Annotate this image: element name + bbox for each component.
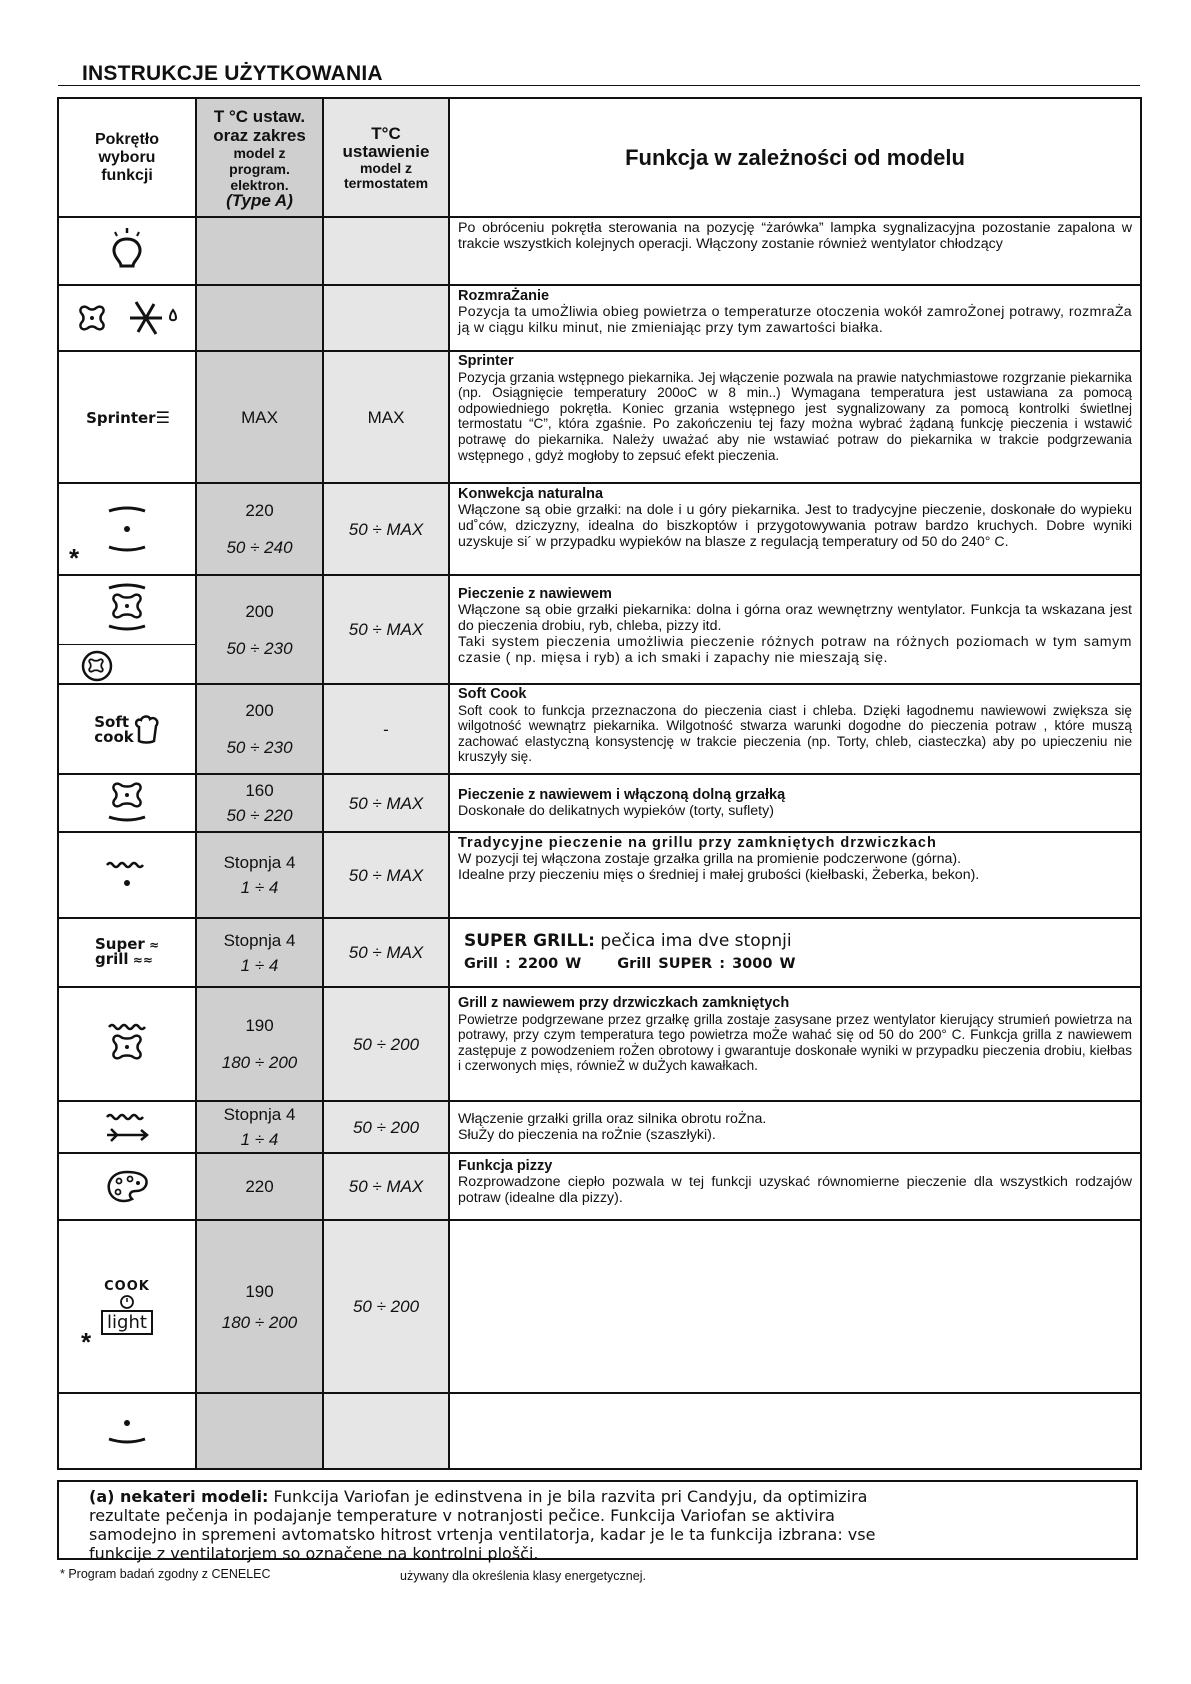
description-cell: Grill z nawiewem przy drzwiczkach zamkniętych Powietrze podgrzewane przez grzałkę grilla zostaje zasysane przez wentylator kierujący strumień powietrza na potrawy, przy czym temperatura tego powietrza moŻe wahać się od 50 do 200° C. Funkcja grilla z nawiewem zastępuje z powodzeniem roŻen obrotowy i gwarantuje doskonałe wyniki w przypadku pieczenia drobiu, kiełbas i czerwonych mięs, równieŻ w duŻych kawałkach. <box>449 987 1141 1101</box>
variofan-note: (a) nekateri modeli: Funkcija Variofan je edinstvena in je bila razvita pri Candyju, da optimizira rezultate pečenja in podajanje temperature v notranjosti pečice. Funkcija Variofan se aktivira samodejno in spremeni avtomatsko hitrost vrtenja ventilatorja, kadar je le ta funkcija izbrana: vse funkcije z ventilatorjem so označene na kontrolni plošči. <box>57 1480 1138 1560</box>
thermo-value: - <box>323 684 449 774</box>
variofan-icon <box>79 649 119 683</box>
table-row <box>58 774 1141 832</box>
fan-grill-icon <box>97 1019 157 1069</box>
icon-cell <box>58 285 196 351</box>
thermo-value: 50 ÷ MAX <box>323 575 449 684</box>
icon-cell <box>58 1153 196 1220</box>
prog-value: Stopnja 4 1 ÷ 4 <box>196 918 323 987</box>
description-cell: RozmraŻanie Pozycja ta umoŻliwia obieg powietrza o temperaturze otoczenia wokół zamroŻonej potrawy, rozmraŻa ją w ciągu kilku minut, nie zmieniając przy tym zawartości białka. <box>449 285 1141 351</box>
rotisserie-icon <box>97 1107 157 1147</box>
footer-cenelec: * Program badań zgodny z CENELEC <box>60 1567 271 1581</box>
description-cell: Pieczenie z nawiewem i włączoną dolną grzałką Doskonałe do delikatnych wypieków (torty, suflety) <box>449 774 1141 832</box>
table-row <box>58 217 1141 285</box>
header-thermostat: T°C ustawienie model z termostatem <box>323 98 449 217</box>
prog-value: 200 50 ÷ 230 <box>196 575 323 684</box>
sprinter-icon: Sprinter☰ <box>86 407 168 427</box>
description-cell <box>449 1220 1141 1393</box>
grill-icon <box>97 855 157 895</box>
icon-divider <box>59 644 195 645</box>
icon-cell <box>58 351 196 483</box>
icon-cell <box>58 774 196 832</box>
thermo-value: 50 ÷ 200 <box>323 1101 449 1153</box>
soft-cook-icon: Soft cook <box>94 715 159 745</box>
prog-value: 220 50 ÷ 240 <box>196 483 323 575</box>
header-knob: Pokrętło wyboru funkcji <box>58 98 196 217</box>
prog-value: 200 50 ÷ 230 <box>196 684 323 774</box>
footer-energy-class: używany dla określenia klasy energetycznej. <box>400 1569 646 1583</box>
header-programmer: T °C ustaw. oraz zakres model z program. elektron. (Type A) <box>196 98 323 217</box>
thermo-value: MAX <box>323 351 449 483</box>
cenelec-star: * <box>81 1327 92 1357</box>
table-row <box>58 351 1141 483</box>
thermo-value: 50 ÷ MAX <box>323 832 449 918</box>
top-bottom-heat-icon <box>97 499 157 559</box>
icon-cell <box>58 832 196 918</box>
icon-cell <box>58 1101 196 1153</box>
prog-value: 190 180 ÷ 200 <box>196 1220 323 1393</box>
table-row <box>58 684 1141 774</box>
icon-cell <box>58 987 196 1101</box>
table-row <box>58 918 1141 987</box>
bottom-heat-icon <box>97 1409 157 1453</box>
description-cell: Włączenie grzałki grilla oraz silnika obrotu roŻna. SłuŻy do pieczenia na roŻnie (szaszłyki). <box>449 1101 1141 1153</box>
table-row <box>58 575 1141 684</box>
description-cell: Soft Cook Soft cook to funkcja przeznaczona do pieczenia ciast i chleba. Dzięki łagodnemu nawiewowi zwiększa się wilgotność wewnątrz piekarnika. Wilgotność stwarza warunki dogodne do pieczenia potraw , które muszą zachować elastyczną konsystencję w trakcie pieczenia (np. Torty, chleb, ciasteczka) aby po upieczeniu nie kruszyły się. <box>449 684 1141 774</box>
prog-value: Stopnja 4 1 ÷ 4 <box>196 832 323 918</box>
description-cell: SUPER GRILL: pečica ima dve stopnji Grill : 2200 W Grill SUPER : 3000 W <box>449 918 1141 987</box>
description-cell: Tradycyjne pieczenie na grillu przy zamkniętych drzwiczkach W pozycji tej włączona zostaje grzałka grilla na promienie podczerwone (górna). Idealne przy pieczeniu mięs o średniej i małej grubości (kiełbaski, Żeberka, bekon). <box>449 832 1141 918</box>
fan-bottom-icon <box>97 779 157 827</box>
page-title: INSTRUKCJE UŻYTKOWANIA <box>82 62 383 85</box>
table-row <box>58 483 1141 575</box>
icon-cell <box>58 217 196 285</box>
description-cell: Konwekcja naturalna Włączone są obie grzałki: na dole i u góry piekarnika. Jest to tradycyjne pieczenie, doskonałe do wypieku ud˚ców, dziczyzny, idealna do biszkoptów i przygotowywania potraw bardzo kruchych. Dobre wyniki uzyskuje si´ w przypadku wypieków na blasze z regulacją temperatury od 50 do 240° C. <box>449 483 1141 575</box>
thermo-value: 50 ÷ MAX <box>323 1153 449 1220</box>
thermo-value: 50 ÷ 200 <box>323 1220 449 1393</box>
prog-value: MAX <box>196 351 323 483</box>
prog-value: Stopnja 4 1 ÷ 4 <box>196 1101 323 1153</box>
header-function: Funkcja w zależności od modelu <box>449 98 1141 217</box>
thermo-value: 50 ÷ MAX <box>323 918 449 987</box>
thermo-value: 50 ÷ MAX <box>323 483 449 575</box>
prog-value: 160 50 ÷ 220 <box>196 774 323 832</box>
table-row <box>58 1101 1141 1153</box>
fan-top-bottom-icon <box>97 580 157 636</box>
icon-cell <box>58 684 196 774</box>
description-cell: Pieczenie z nawiewem Włączone są obie grzałki piekarnika: dolna i górna oraz wewnętrzny wentylator. Funkcja ta wskazana jest do pieczenia drobiu, ryb, chleba, pizzy itd. Taki system pieczenia umożliwia pieczenie różnych potraw na różnych poziomach w tym samym czasie ( np. mięsa i ryb) a ich smaki i zapachy nie mieszają się. <box>449 575 1141 684</box>
thermo-value: 50 ÷ MAX <box>323 774 449 832</box>
prog-value: 190 180 ÷ 200 <box>196 987 323 1101</box>
pizza-icon <box>102 1167 152 1207</box>
icon-cell <box>58 483 196 575</box>
lamp-icon <box>102 226 152 276</box>
icon-cell <box>58 1220 196 1393</box>
title-rule <box>58 85 1140 86</box>
header-row <box>58 98 1141 217</box>
function-table <box>57 97 1142 1470</box>
icon-cell <box>58 1393 196 1469</box>
defrost-icon <box>72 296 182 340</box>
thermo-value: 50 ÷ 200 <box>323 987 449 1101</box>
description-cell: Funkcja pizzy Rozprowadzone ciepło pozwala w tej funkcji uzyskać równomierne pieczenie dla wszystkich rodzajów potraw (idealne dla pizzy). <box>449 1153 1141 1220</box>
description-cell: Sprinter Pozycja grzania wstępnego piekarnika. Jej włączenie pozwala na prawie natychmiastowe rozgrzanie piekarnika (np. Osiągnięcie temperatury 200oC w 8 min..) Wymagana temperatura jest ustawiana za pomocą odpowiedniego pokrętła. Koniec grzania wstępnego jest sygnalizowany za pomocą kontrolki świetlnej termostatu “C”, która zgaśnie. Po zakończeniu tej fazy można wybrać żądaną funkcję pieczenia i wstawić potrawę do piekarnika. Należy uważać aby nie wstawiać potraw do piekarnika w trakcie podgrzewania wstępnego , gdyż mogłoby to zepsuć efekt pieczenia. <box>449 351 1141 483</box>
icon-cell <box>58 575 196 684</box>
table-row <box>58 1153 1141 1220</box>
table-row <box>58 285 1141 351</box>
description-cell: Po obróceniu pokrętła sterowania na pozycję “żarówka” lampka sygnalizacyjna pozostanie zapalona w trakcie wszystkich kolejnych operacji. Włączony zostanie również wentylator chłodzący <box>449 217 1141 285</box>
cenelec-star: * <box>69 543 80 573</box>
cook-light-icon: COOK light <box>101 1279 153 1335</box>
table-row <box>58 987 1141 1101</box>
icon-cell <box>58 918 196 987</box>
prog-value: 220 <box>196 1153 323 1220</box>
table-row <box>58 1393 1141 1469</box>
super-grill-icon: Super ≈ grill ≈≈ <box>94 934 160 968</box>
description-cell <box>449 1393 1141 1469</box>
table-row <box>58 832 1141 918</box>
table-row <box>58 1220 1141 1393</box>
